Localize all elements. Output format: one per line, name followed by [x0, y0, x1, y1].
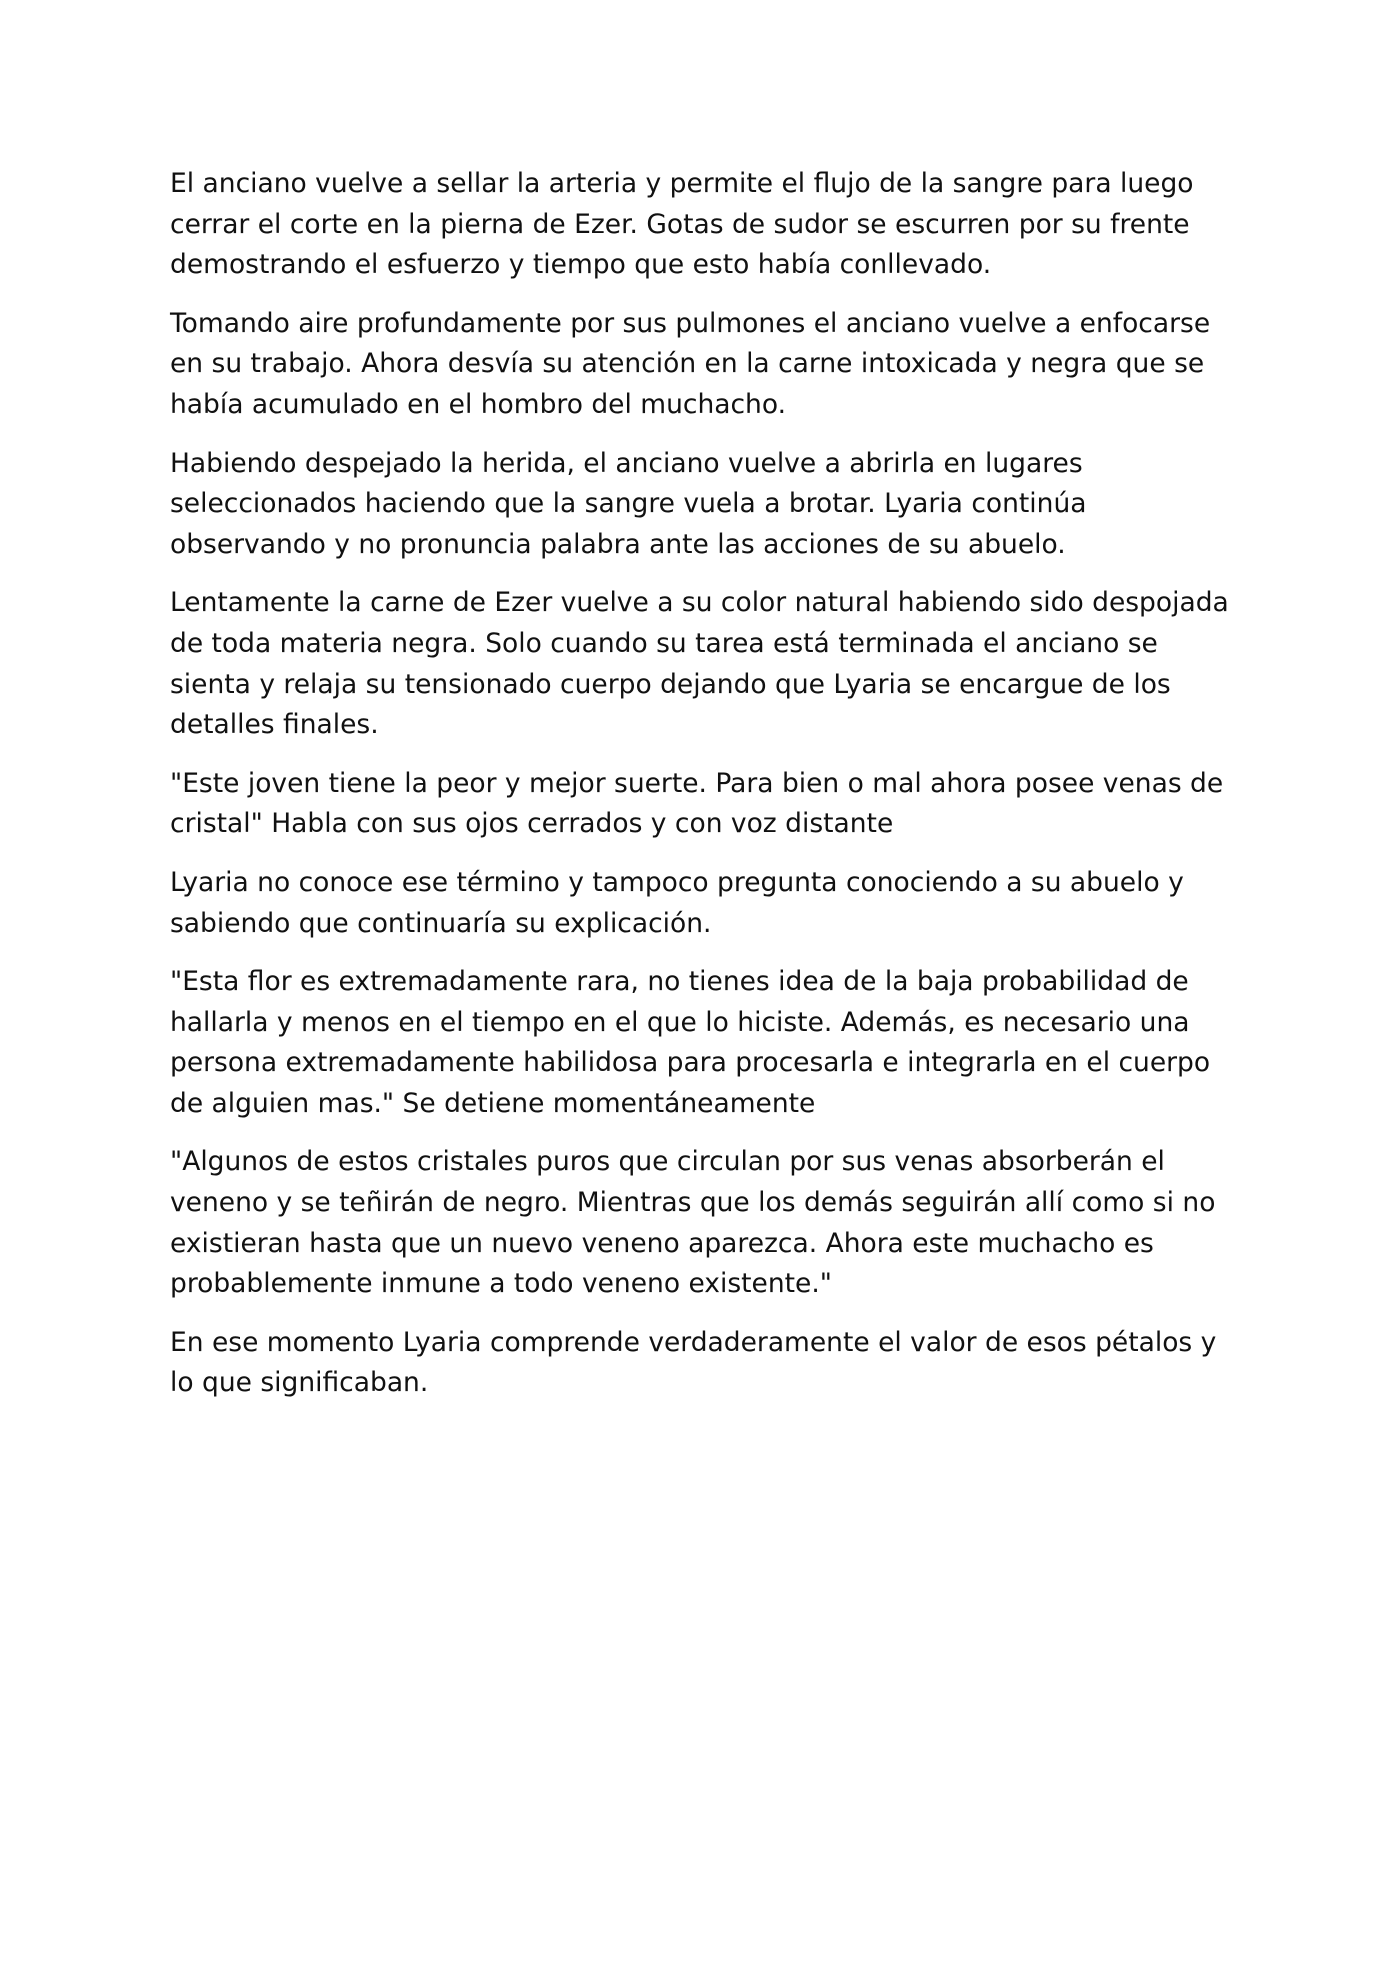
paragraph: "Algunos de estos cristales puros que circulan por sus venas absorberán el veneno y se teñirán de negro. Mientras que los demás seguirán allí como si no existieran hasta que un nuevo veneno aparezca. Ahora este muchacho es probablemente inmune a todo veneno existente."	[170, 1146, 1216, 1300]
paragraph: El anciano vuelve a sellar la arteria y permite el flujo de la sangre para luego cerrar el corte en la pierna de Ezer. Gotas de sudor se escurren por su frente demostrando el esfuerzo y tiempo que esto había conllevado.	[170, 168, 1194, 281]
paragraph: Habiendo despejado la herida, el anciano vuelve a abrirla en lugares seleccionados haciendo que la sangre vuela a brotar. Lyaria continúa observando y no pronuncia palabra ante las acciones de su abuelo.	[170, 447, 1087, 560]
document-body	[170, 164, 1232, 1422]
paragraph: Lentamente la carne de Ezer vuelve a su color natural habiendo sido despojada de toda materia negra. Solo cuando su tarea está terminada el anciano se sienta y relaja su tensionado cuerpo dejando que Lyaria se encargue de los detalles finales.	[170, 587, 1229, 741]
paragraph: "Esta flor es extremadamente rara, no tienes idea de la baja probabilidad de hallarla y menos en el tiempo en el que lo hiciste. Además, es necesario una persona extremadamente habilidosa para procesarla e integrarla en el cuerpo de alguien mas." Se detiene momentáneamente	[170, 966, 1211, 1119]
paragraph: "Este joven tiene la peor y mejor suerte. Para bien o mal ahora posee venas de cristal" Habla con sus ojos cerrados y con voz distante	[170, 767, 1224, 840]
paragraph: Lyaria no conoce ese término y tampoco pregunta conociendo a su abuelo y sabiendo que continuaría su explicación.	[170, 866, 1184, 939]
paragraph: Tomando aire profundamente por sus pulmones el anciano vuelve a enfocarse en su trabajo. Ahora desvía su atención en la carne intoxicada y negra que se había acumulado en el hombro del muchacho.	[170, 307, 1211, 420]
paragraph: En ese momento Lyaria comprende verdaderamente el valor de esos pétalos y lo que significaban.	[170, 1326, 1217, 1399]
